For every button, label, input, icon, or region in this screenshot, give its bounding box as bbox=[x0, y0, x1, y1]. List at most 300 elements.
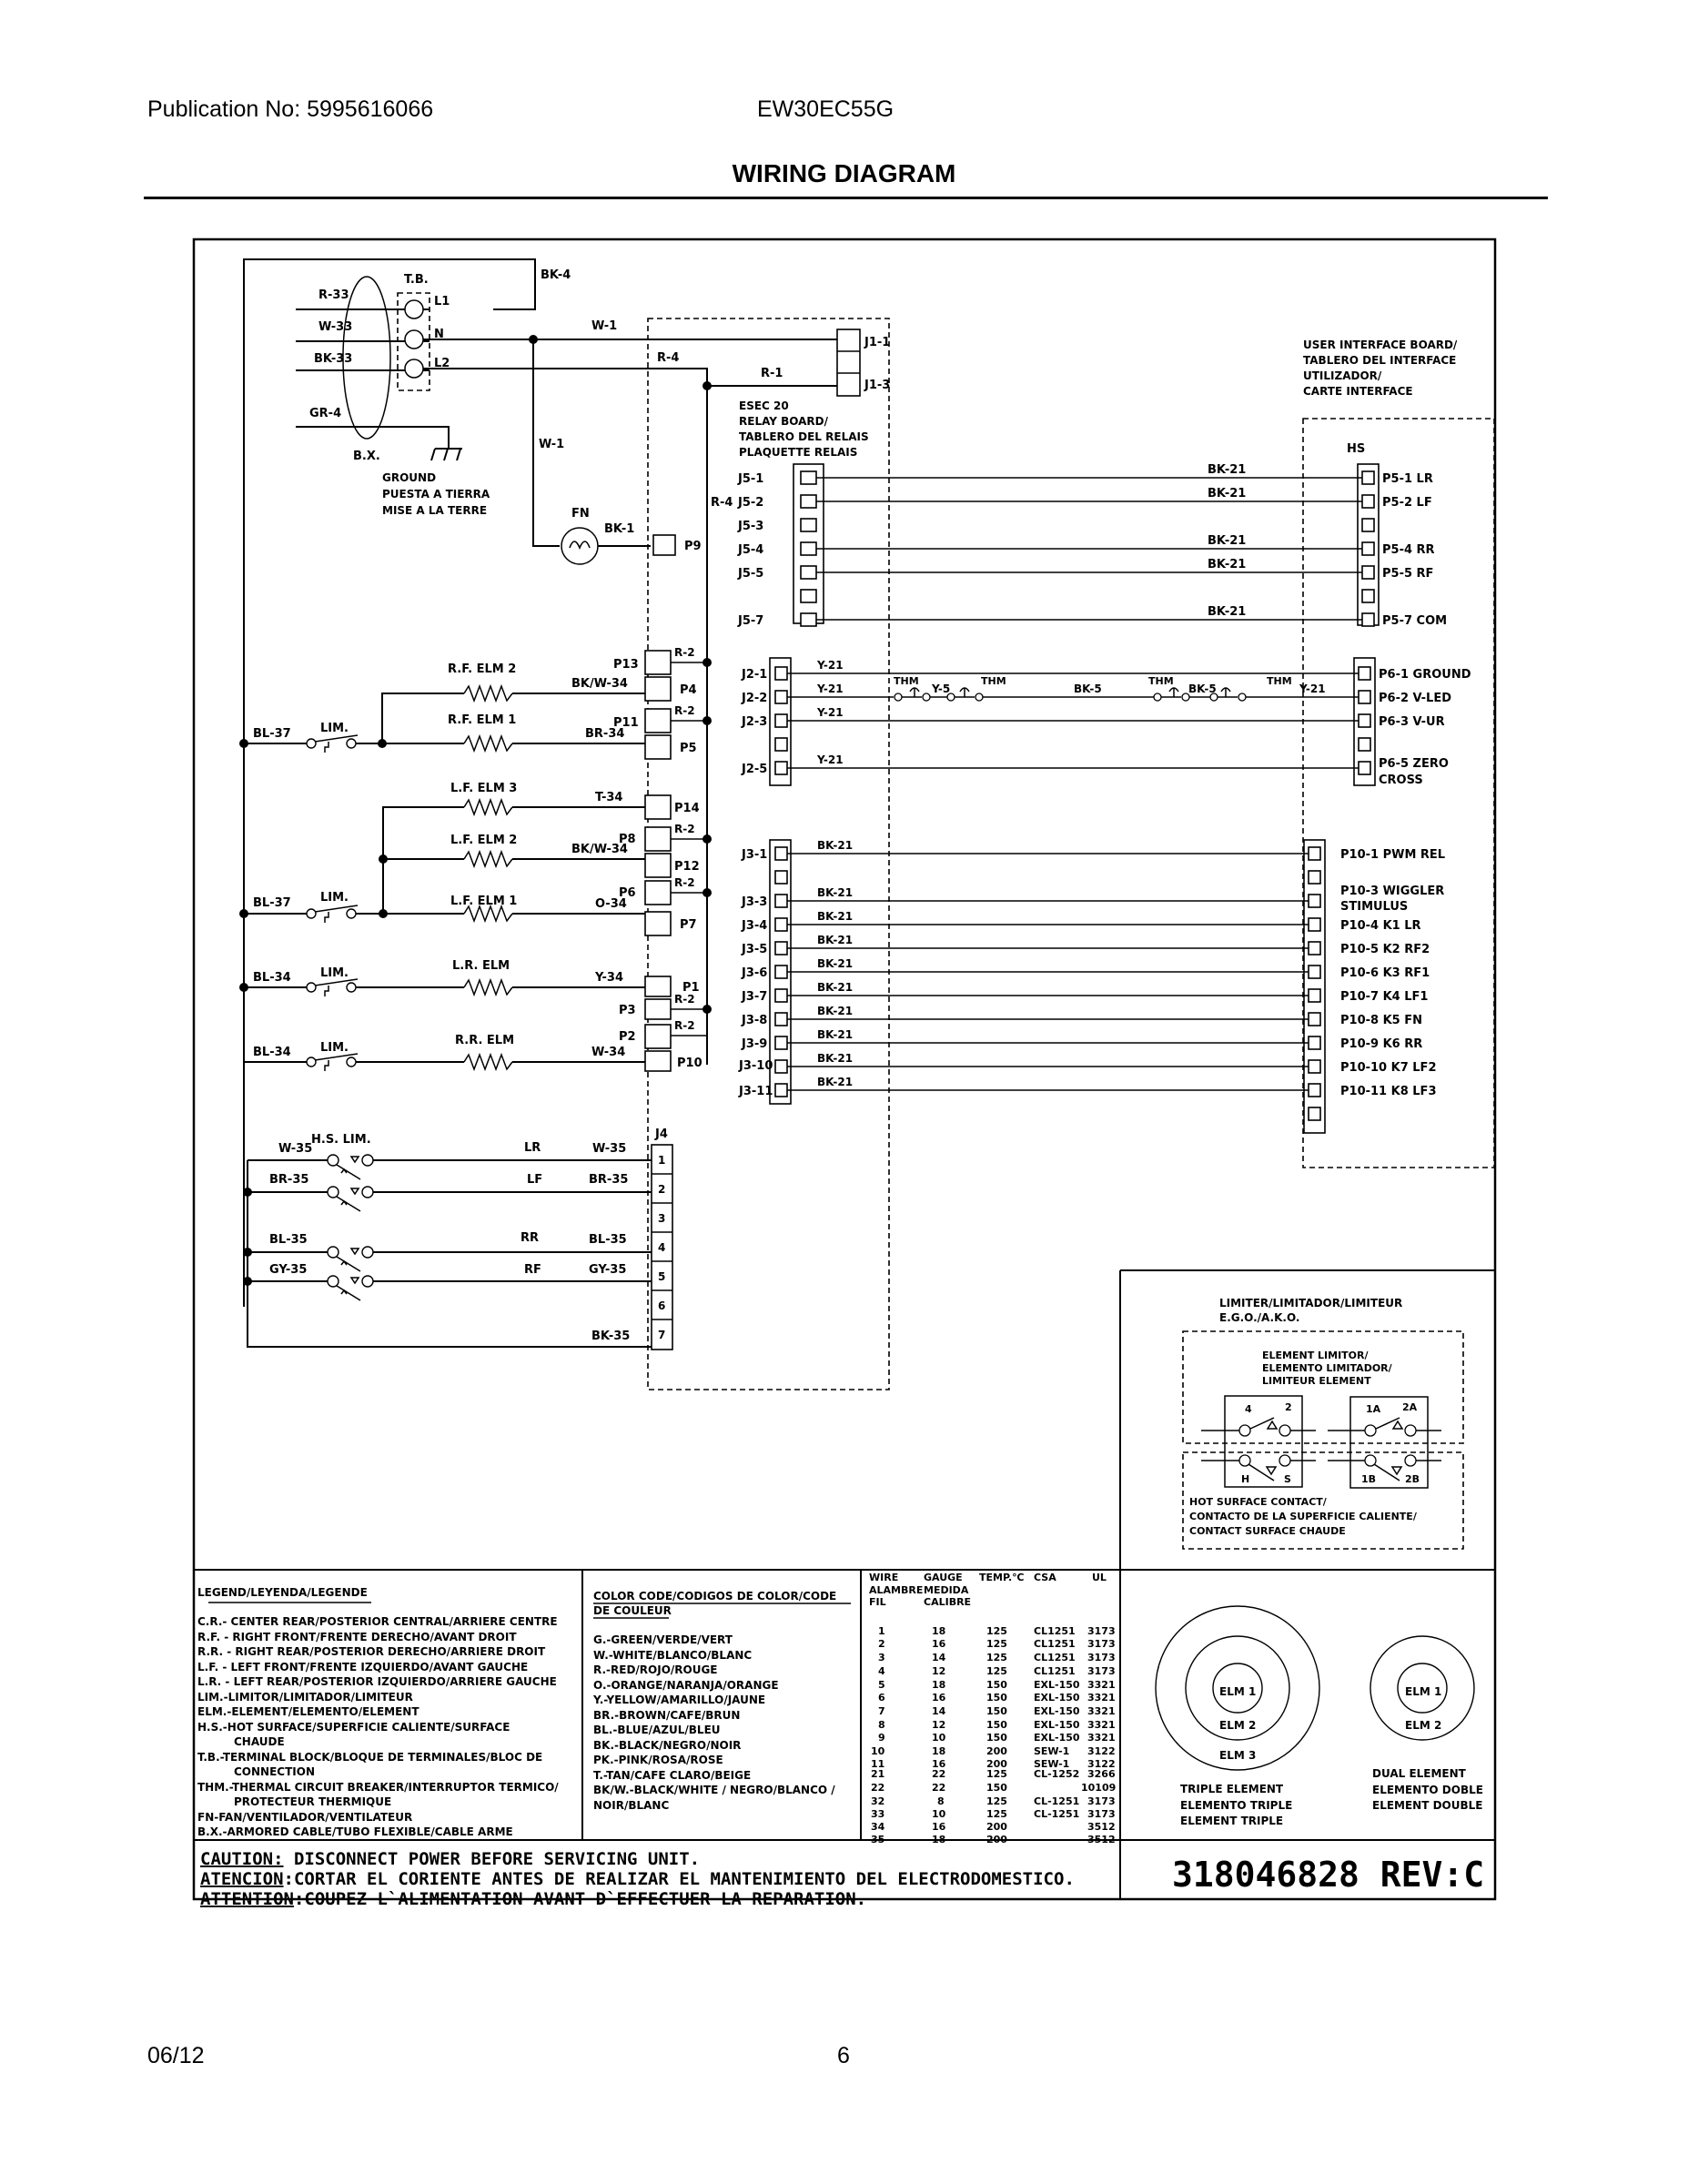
plug-label-p3: P3 bbox=[619, 1004, 636, 1017]
svg-text:CALIBRE: CALIBRE bbox=[924, 1596, 972, 1608]
svg-text:CONTACT SURFACE CHAUDE: CONTACT SURFACE CHAUDE bbox=[1189, 1525, 1346, 1537]
svg-text:R.-RED/ROJO/ROUGE: R.-RED/ROJO/ROUGE bbox=[593, 1663, 718, 1676]
svg-text:35: 35 bbox=[871, 1834, 885, 1845]
svg-text:G.-GREEN/VERDE/VERT: G.-GREEN/VERDE/VERT bbox=[593, 1633, 733, 1646]
relay-board-name-1: ESEC 20 bbox=[739, 399, 789, 412]
svg-text:16: 16 bbox=[932, 1821, 946, 1833]
svg-text:150: 150 bbox=[986, 1679, 1007, 1691]
svg-text:8: 8 bbox=[937, 1795, 945, 1807]
limiter-switch-lr-icon bbox=[307, 979, 358, 996]
element-label-rf1: R.F. ELM 1 bbox=[448, 713, 517, 727]
j3-9-label: J3-9 bbox=[742, 1037, 768, 1051]
svg-text:C.R.- CENTER REAR/POSTERIOR CE: C.R.- CENTER REAR/POSTERIOR CENTRAL/ARRIERE CENTRE bbox=[197, 1615, 558, 1628]
svg-text:W.-WHITE/BLANCO/BLANC: W.-WHITE/BLANCO/BLANC bbox=[593, 1649, 753, 1662]
j5-4-label: J5-4 bbox=[738, 543, 764, 557]
j3-6-label: J3-6 bbox=[742, 966, 768, 980]
svg-text:R-2: R-2 bbox=[674, 993, 695, 1006]
connector-j1 bbox=[837, 329, 860, 396]
svg-text:HOT SURFACE CONTACT/: HOT SURFACE CONTACT/ bbox=[1189, 1496, 1327, 1508]
j4-pin-3: 3 bbox=[658, 1212, 666, 1225]
j2-5-label: J2-5 bbox=[742, 763, 768, 776]
svg-text:125: 125 bbox=[986, 1808, 1007, 1820]
svg-text:3173: 3173 bbox=[1087, 1665, 1116, 1677]
footer-date: 06/12 bbox=[147, 2043, 205, 2068]
svg-text:1: 1 bbox=[878, 1625, 885, 1637]
terminal-label-l1: L1 bbox=[434, 295, 450, 308]
svg-text:18: 18 bbox=[932, 1834, 946, 1845]
svg-text:9: 9 bbox=[878, 1732, 885, 1744]
svg-text:4: 4 bbox=[878, 1665, 885, 1677]
plug-p9 bbox=[653, 535, 675, 555]
wire-table-col-csa bbox=[1034, 1625, 1080, 1820]
p5-1-label: P5-1 LR bbox=[1382, 472, 1433, 486]
svg-text:CL1251: CL1251 bbox=[1034, 1638, 1076, 1650]
svg-text:150: 150 bbox=[986, 1719, 1007, 1731]
svg-text:DE COULEUR: DE COULEUR bbox=[593, 1604, 672, 1617]
svg-text:3512: 3512 bbox=[1087, 1821, 1116, 1833]
plug-label-p4: P4 bbox=[680, 683, 697, 697]
svg-text:125: 125 bbox=[986, 1768, 1007, 1780]
svg-text:CL-1251: CL-1251 bbox=[1034, 1808, 1080, 1820]
wire-label-r4: R-4 bbox=[657, 351, 680, 365]
p10-5-label: P10-5 K2 RF2 bbox=[1340, 943, 1430, 956]
svg-text:3122: 3122 bbox=[1087, 1758, 1116, 1770]
svg-text:T-34: T-34 bbox=[595, 791, 623, 804]
j3-p10-wires bbox=[787, 839, 1309, 1090]
heating-element-rf1-icon bbox=[464, 736, 512, 751]
wire-table-col-temp bbox=[986, 1625, 1007, 1845]
svg-text:W-35: W-35 bbox=[592, 1142, 627, 1156]
plug-label-p14: P14 bbox=[674, 802, 700, 815]
svg-text:1A: 1A bbox=[1366, 1403, 1381, 1415]
heating-element-lf3-icon bbox=[464, 800, 512, 814]
heating-element-rr-icon bbox=[464, 1055, 512, 1069]
svg-text:TRIPLE ELEMENT: TRIPLE ELEMENT bbox=[1180, 1783, 1284, 1795]
hs-lim-label: H.S. LIM. bbox=[311, 1133, 371, 1147]
plug-label-p5: P5 bbox=[680, 742, 697, 755]
relay-board-name-2: RELAY BOARD/ bbox=[739, 415, 828, 428]
heating-element-lr-icon bbox=[464, 980, 512, 995]
svg-text:TEMP.℃: TEMP.℃ bbox=[979, 1572, 1025, 1583]
svg-text:16: 16 bbox=[932, 1692, 946, 1704]
heating-element-rf2-icon bbox=[464, 686, 512, 701]
wire-label-gr4: GR-4 bbox=[309, 407, 342, 420]
svg-text:150: 150 bbox=[986, 1732, 1007, 1744]
svg-text:2A: 2A bbox=[1402, 1401, 1418, 1413]
legend bbox=[197, 1586, 559, 1838]
svg-text:10: 10 bbox=[932, 1808, 946, 1820]
svg-text:EXL-150: EXL-150 bbox=[1034, 1732, 1080, 1744]
svg-text:R-2: R-2 bbox=[674, 1019, 695, 1032]
j2-3-label: J2-3 bbox=[742, 715, 768, 729]
svg-text:GAUGE: GAUGE bbox=[924, 1572, 963, 1583]
p5-5-label: P5-5 RF bbox=[1382, 567, 1434, 581]
hs-switch-lf-icon bbox=[328, 1187, 373, 1211]
wire-label-r1: R-1 bbox=[761, 367, 783, 380]
j3-3-label: J3-3 bbox=[742, 895, 768, 909]
svg-text:R-2: R-2 bbox=[674, 646, 695, 659]
wire-label-w1: W-1 bbox=[591, 319, 618, 333]
ui-board-name-3: UTILIZADOR/ bbox=[1303, 369, 1382, 382]
svg-text:R.F. - RIGHT FRONT/FRENTE DERE: R.F. - RIGHT FRONT/FRENTE DERECHO/AVANT DROIT bbox=[197, 1631, 517, 1643]
svg-text:MEDIDA: MEDIDA bbox=[924, 1584, 969, 1596]
svg-text:BR.-BROWN/CAFE/BRUN: BR.-BROWN/CAFE/BRUN bbox=[593, 1709, 741, 1722]
svg-text:22: 22 bbox=[871, 1782, 885, 1794]
svg-text:CL-1251: CL-1251 bbox=[1034, 1795, 1080, 1807]
plug-label-p12: P12 bbox=[674, 860, 700, 874]
svg-text:SEW-1: SEW-1 bbox=[1034, 1758, 1070, 1770]
svg-text:Y-5: Y-5 bbox=[932, 682, 951, 695]
plug-label-p8: P8 bbox=[619, 833, 636, 846]
ground-label-en: GROUND bbox=[382, 471, 437, 484]
relay-board-name-4: PLAQUETTE RELAIS bbox=[739, 446, 858, 459]
bx-label: B.X. bbox=[353, 450, 380, 463]
ui-board bbox=[1304, 442, 1471, 1133]
svg-text:BK-5: BK-5 bbox=[1188, 682, 1217, 695]
element-label-lf2: L.F. ELM 2 bbox=[450, 834, 518, 847]
j3-1-label: J3-1 bbox=[742, 848, 768, 862]
wire-label-w33: W-33 bbox=[318, 320, 353, 334]
svg-text:3173: 3173 bbox=[1087, 1625, 1116, 1637]
wire-table-col-gauge bbox=[932, 1625, 946, 1845]
p5-pins bbox=[1362, 471, 1374, 626]
svg-text:NOIR/BLANC: NOIR/BLANC bbox=[593, 1799, 670, 1812]
svg-text:BK-21: BK-21 bbox=[817, 839, 854, 852]
svg-text:5: 5 bbox=[878, 1679, 885, 1691]
svg-text:BK/W-34: BK/W-34 bbox=[571, 843, 628, 856]
svg-text:GY-35: GY-35 bbox=[589, 1263, 627, 1277]
j3-5-label: J3-5 bbox=[742, 943, 768, 956]
svg-text:PK.-PINK/ROSA/ROSE: PK.-PINK/ROSA/ROSE bbox=[593, 1754, 723, 1766]
svg-text:R-2: R-2 bbox=[674, 876, 695, 889]
p6-5-label: P6-5 ZERO bbox=[1379, 757, 1449, 771]
caution-line-en: CAUTION: DISCONNECT POWER BEFORE SERVICING UNIT. bbox=[200, 1849, 701, 1869]
svg-text:33: 33 bbox=[871, 1808, 885, 1820]
svg-text:RF: RF bbox=[524, 1263, 541, 1277]
svg-text:ALAMBRE: ALAMBRE bbox=[869, 1584, 924, 1596]
svg-text:200: 200 bbox=[986, 1758, 1007, 1770]
svg-text:ELM 2: ELM 2 bbox=[1219, 1719, 1257, 1732]
svg-text:ELM 2: ELM 2 bbox=[1405, 1719, 1442, 1732]
svg-text:6: 6 bbox=[878, 1692, 885, 1704]
svg-text:ELEMENT DOUBLE: ELEMENT DOUBLE bbox=[1372, 1799, 1483, 1812]
legend-title: LEGEND/LEYENDA/LEGENDE bbox=[197, 1586, 368, 1599]
svg-text:14: 14 bbox=[932, 1652, 946, 1663]
j1-3-label: J1-3 bbox=[864, 379, 891, 392]
j4-pin-2: 2 bbox=[658, 1183, 666, 1196]
svg-text:ELM 3: ELM 3 bbox=[1219, 1749, 1257, 1762]
svg-text:BL-35: BL-35 bbox=[269, 1233, 308, 1247]
svg-text:125: 125 bbox=[986, 1795, 1007, 1807]
svg-text:BK-21: BK-21 bbox=[817, 934, 854, 946]
svg-text:THM.-THERMAL CIRCUIT BREAKER/I: THM.-THERMAL CIRCUIT BREAKER/INTERRUPTOR TERMICO/ bbox=[197, 1781, 559, 1794]
p10-7-label: P10-7 K4 LF1 bbox=[1340, 990, 1429, 1004]
svg-text:3173: 3173 bbox=[1087, 1808, 1116, 1820]
j4-pin-4: 4 bbox=[658, 1241, 666, 1254]
svg-text:3173: 3173 bbox=[1087, 1638, 1116, 1650]
svg-text:BK-21: BK-21 bbox=[817, 910, 854, 923]
svg-text:BR-35: BR-35 bbox=[269, 1173, 309, 1187]
wire-table-col-ul bbox=[1081, 1625, 1116, 1845]
plug-label-p2: P2 bbox=[619, 1030, 636, 1044]
svg-text:BK-21: BK-21 bbox=[1208, 558, 1247, 571]
svg-text:3: 3 bbox=[878, 1652, 885, 1663]
hs-switch-lr-icon bbox=[328, 1155, 373, 1179]
svg-text:BL-34: BL-34 bbox=[253, 1046, 291, 1059]
r2-links bbox=[671, 646, 712, 1036]
j5-3-label: J5-3 bbox=[738, 520, 764, 533]
plug-label-p1: P1 bbox=[682, 981, 700, 995]
svg-text:32: 32 bbox=[871, 1795, 885, 1807]
heating-element-lf2-icon bbox=[464, 852, 512, 866]
svg-text:O.-ORANGE/NARANJA/ORANGE: O.-ORANGE/NARANJA/ORANGE bbox=[593, 1679, 779, 1692]
svg-text:BR-34: BR-34 bbox=[585, 727, 625, 741]
svg-text:THM: THM bbox=[981, 675, 1006, 687]
svg-text:PROTECTEUR THERMIQUE: PROTECTEUR THERMIQUE bbox=[234, 1795, 392, 1808]
svg-text:ELEMENT TRIPLE: ELEMENT TRIPLE bbox=[1180, 1815, 1284, 1827]
svg-text:BK-21: BK-21 bbox=[817, 1052, 854, 1065]
svg-text:18: 18 bbox=[932, 1745, 946, 1757]
j5-pins bbox=[801, 471, 816, 626]
hs-label: HS bbox=[1347, 442, 1366, 456]
p10-9-label: P10-9 K6 RR bbox=[1340, 1037, 1423, 1051]
svg-text:Y-34: Y-34 bbox=[595, 971, 623, 985]
svg-text:LIM.: LIM. bbox=[320, 966, 349, 980]
svg-text:BK/W-34: BK/W-34 bbox=[571, 677, 628, 691]
j5-p5-wires bbox=[816, 463, 1362, 620]
svg-text:O-34: O-34 bbox=[595, 897, 627, 911]
limiter-switch-rf-icon bbox=[307, 735, 358, 753]
svg-text:150: 150 bbox=[986, 1782, 1007, 1794]
p10-4-label: P10-4 K1 LR bbox=[1340, 919, 1421, 933]
plug-label-p6: P6 bbox=[619, 886, 636, 900]
svg-text:BK-5: BK-5 bbox=[1074, 682, 1102, 695]
svg-text:E.G.O./A.K.O.: E.G.O./A.K.O. bbox=[1219, 1311, 1300, 1324]
svg-text:21: 21 bbox=[871, 1768, 885, 1780]
svg-text:FIL: FIL bbox=[869, 1596, 886, 1608]
svg-text:10: 10 bbox=[932, 1732, 946, 1744]
ui-board-name-4: CARTE INTERFACE bbox=[1303, 385, 1413, 398]
svg-text:3321: 3321 bbox=[1087, 1732, 1116, 1744]
svg-text:LIMITER/LIMITADOR/LIMITEUR: LIMITER/LIMITADOR/LIMITEUR bbox=[1219, 1297, 1403, 1309]
svg-text:150: 150 bbox=[986, 1705, 1007, 1717]
j3-11-label: J3-11 bbox=[739, 1085, 773, 1098]
j5-7-label: J5-7 bbox=[738, 614, 764, 628]
caution-line-es: ATENCION:CORTAR EL CORIENTE ANTES DE REALIZAR EL MANTENIMIENTO DEL ELECTRODOMESTICO. bbox=[200, 1869, 1075, 1889]
svg-text:16: 16 bbox=[932, 1638, 946, 1650]
svg-text:125: 125 bbox=[986, 1652, 1007, 1663]
j4-pin-5: 5 bbox=[658, 1270, 666, 1283]
wire-label-w1-side: W-1 bbox=[539, 438, 565, 451]
svg-text:BK-21: BK-21 bbox=[1208, 605, 1247, 619]
fan-label: FN bbox=[571, 507, 590, 521]
p10-6-label: P10-6 K3 RF1 bbox=[1340, 966, 1430, 980]
p5-4-label: P5-4 RR bbox=[1382, 543, 1435, 557]
p10-3-label: P10-3 WIGGLER bbox=[1340, 885, 1445, 898]
element-label-lf3: L.F. ELM 3 bbox=[450, 782, 518, 795]
svg-text:LIM.: LIM. bbox=[320, 1041, 349, 1055]
svg-text:3173: 3173 bbox=[1087, 1652, 1116, 1663]
ui-board-name-1: USER INTERFACE BOARD/ bbox=[1303, 339, 1458, 351]
svg-text:7: 7 bbox=[878, 1705, 885, 1717]
svg-text:200: 200 bbox=[986, 1834, 1007, 1845]
svg-text:14: 14 bbox=[932, 1705, 946, 1717]
svg-text:18: 18 bbox=[932, 1625, 946, 1637]
svg-text:2: 2 bbox=[1285, 1401, 1292, 1413]
svg-text:11: 11 bbox=[871, 1758, 885, 1770]
terminal-label-n: N bbox=[434, 328, 444, 341]
svg-text:B.X.-ARMORED CABLE/TUBO FLEXIB: B.X.-ARMORED CABLE/TUBO FLEXIBLE/CABLE ARME bbox=[197, 1825, 513, 1838]
svg-text:CL1251: CL1251 bbox=[1034, 1652, 1076, 1663]
svg-text:3321: 3321 bbox=[1087, 1679, 1116, 1691]
p10-11-label: P10-11 K8 LF3 bbox=[1340, 1085, 1437, 1098]
j2-2-label: J2-2 bbox=[742, 692, 768, 705]
svg-text:R.R. - RIGHT REAR/POSTERIOR DE: R.R. - RIGHT REAR/POSTERIOR DERECHO/ARRIERE DROIT bbox=[197, 1645, 546, 1658]
svg-text:UL: UL bbox=[1092, 1572, 1107, 1583]
svg-text:W-34: W-34 bbox=[591, 1046, 626, 1059]
j5-r4-label: R-4 bbox=[711, 496, 733, 510]
svg-text:CSA: CSA bbox=[1034, 1572, 1056, 1583]
svg-text:BK-21: BK-21 bbox=[817, 1076, 854, 1088]
j3-4-label: J3-4 bbox=[742, 919, 768, 933]
svg-text:THM: THM bbox=[1267, 675, 1292, 687]
svg-text:H.S.-HOT SURFACE/SUPERFICIE CA: H.S.-HOT SURFACE/SUPERFICIE CALIENTE/SURFACE bbox=[197, 1721, 510, 1734]
svg-text:ELM 1: ELM 1 bbox=[1405, 1685, 1442, 1698]
svg-text:34: 34 bbox=[871, 1821, 885, 1833]
svg-text:4: 4 bbox=[1245, 1403, 1252, 1415]
element-label-lr: L.R. ELM bbox=[452, 959, 510, 973]
p6-1-label: P6-1 GROUND bbox=[1379, 668, 1471, 682]
svg-text:ELM.-ELEMENT/ELEMENTO/ELEMENT: ELM.-ELEMENT/ELEMENTO/ELEMENT bbox=[197, 1705, 419, 1718]
svg-text:EXL-150: EXL-150 bbox=[1034, 1719, 1080, 1731]
svg-text:BL.-BLUE/AZUL/BLEU: BL.-BLUE/AZUL/BLEU bbox=[593, 1724, 721, 1736]
svg-text:BK-21: BK-21 bbox=[1208, 534, 1247, 548]
svg-text:CL-1252: CL-1252 bbox=[1034, 1768, 1080, 1780]
svg-text:200: 200 bbox=[986, 1821, 1007, 1833]
svg-text:22: 22 bbox=[932, 1768, 946, 1780]
ground-label-fr: MISE A LA TERRE bbox=[382, 504, 488, 517]
p5-2-label: P5-2 LF bbox=[1382, 496, 1432, 510]
j3-8-label: J3-8 bbox=[742, 1014, 768, 1027]
svg-text:RR: RR bbox=[521, 1231, 540, 1245]
svg-text:BK/W.-BLACK/WHITE / NEGRO/BLAN: BK/W.-BLACK/WHITE / NEGRO/BLANCO / bbox=[593, 1784, 835, 1796]
j4-pin-6: 6 bbox=[658, 1299, 666, 1312]
svg-text:Y-21: Y-21 bbox=[1299, 682, 1326, 695]
wire-label-bk1: BK-1 bbox=[604, 522, 635, 536]
svg-text:SEW-1: SEW-1 bbox=[1034, 1745, 1070, 1757]
svg-text:2B: 2B bbox=[1405, 1473, 1420, 1485]
svg-text:EXL-150: EXL-150 bbox=[1034, 1692, 1080, 1704]
j3-7-label: J3-7 bbox=[742, 990, 768, 1004]
svg-text:12: 12 bbox=[932, 1665, 946, 1677]
svg-text:L.F. - LEFT FRONT/FRENTE IZQUI: L.F. - LEFT FRONT/FRENTE IZQUIERDO/AVANT GAUCHE bbox=[197, 1661, 529, 1673]
svg-text:S: S bbox=[1284, 1473, 1291, 1485]
plug-label-p7: P7 bbox=[680, 918, 697, 932]
thermal-breaker-3-icon bbox=[1154, 688, 1189, 701]
svg-text:LIM.: LIM. bbox=[320, 891, 349, 905]
svg-text:BK-21: BK-21 bbox=[817, 1028, 854, 1041]
p10-3-label-2: STIMULUS bbox=[1340, 900, 1409, 914]
burner-diagrams bbox=[1156, 1606, 1483, 1827]
svg-text:3122: 3122 bbox=[1087, 1745, 1116, 1757]
svg-text:BK-21: BK-21 bbox=[817, 957, 854, 970]
svg-text:Y-21: Y-21 bbox=[817, 753, 844, 766]
svg-text:LR: LR bbox=[524, 1141, 541, 1155]
p6-3-label: P6-3 V-UR bbox=[1379, 715, 1445, 729]
svg-text:LIMITEUR ELEMENT: LIMITEUR ELEMENT bbox=[1262, 1375, 1371, 1387]
p5-7-label: P5-7 COM bbox=[1382, 614, 1448, 628]
relay-board-name-3: TABLERO DEL RELAIS bbox=[739, 430, 869, 443]
footer-page-number: 6 bbox=[837, 2043, 850, 2068]
svg-text:3321: 3321 bbox=[1087, 1719, 1116, 1731]
p6-5-label-2: CROSS bbox=[1379, 774, 1423, 787]
svg-text:Y-21: Y-21 bbox=[817, 659, 844, 672]
p10-1-label: P10-1 PWM REL bbox=[1340, 848, 1446, 862]
svg-text:LF: LF bbox=[527, 1173, 543, 1187]
svg-text:ELEMENTO LIMITADOR/: ELEMENTO LIMITADOR/ bbox=[1262, 1362, 1392, 1374]
svg-text:W-35: W-35 bbox=[278, 1142, 313, 1156]
svg-text:R-2: R-2 bbox=[674, 823, 695, 835]
fan-motor-icon bbox=[561, 528, 598, 564]
svg-text:Y.-YELLOW/AMARILLO/JAUNE: Y.-YELLOW/AMARILLO/JAUNE bbox=[593, 1694, 766, 1706]
svg-text:L.R. - LEFT REAR/POSTERIOR IZQ: L.R. - LEFT REAR/POSTERIOR IZQUIERDO/ARRIERE GAUCHE bbox=[197, 1675, 557, 1688]
ground-label-es: PUESTA A TIERRA bbox=[382, 488, 490, 500]
j2-1-label: J2-1 bbox=[742, 668, 768, 682]
svg-text:18: 18 bbox=[932, 1679, 946, 1691]
svg-text:CONNECTION: CONNECTION bbox=[234, 1765, 315, 1778]
svg-text:R-2: R-2 bbox=[674, 704, 695, 717]
element-circuits bbox=[239, 259, 712, 1071]
svg-text:BK-21: BK-21 bbox=[1208, 463, 1247, 477]
svg-text:THM: THM bbox=[894, 675, 919, 687]
wire-table-col-wire bbox=[871, 1625, 885, 1845]
color-code bbox=[592, 1590, 851, 1812]
caution-line-fr: ATTENTION:COUPEZ L`ALIMENTATION AVANT D`EFFECTUER LA REPARATION. bbox=[200, 1889, 867, 1909]
svg-text:ELEMENT LIMITOR/: ELEMENT LIMITOR/ bbox=[1262, 1350, 1369, 1361]
svg-text:GY-35: GY-35 bbox=[269, 1263, 308, 1277]
svg-text:Y-21: Y-21 bbox=[817, 706, 844, 719]
svg-text:22: 22 bbox=[932, 1782, 946, 1794]
part-number: 318046828 REV:C bbox=[1172, 1855, 1485, 1895]
svg-text:T.-TAN/CAFE CLARO/BEIGE: T.-TAN/CAFE CLARO/BEIGE bbox=[593, 1769, 752, 1782]
svg-text:CONTACTO DE LA SUPERFICIE CALI: CONTACTO DE LA SUPERFICIE CALIENTE/ bbox=[1189, 1511, 1417, 1522]
svg-text:COLOR CODE/CODIGOS DE COLOR/CO: COLOR CODE/CODIGOS DE COLOR/CODE bbox=[593, 1590, 837, 1603]
svg-text:CL1251: CL1251 bbox=[1034, 1665, 1076, 1677]
svg-text:125: 125 bbox=[986, 1665, 1007, 1677]
svg-text:EXL-150: EXL-150 bbox=[1034, 1679, 1080, 1691]
svg-text:10: 10 bbox=[871, 1745, 885, 1757]
wire-label-bk4: BK-4 bbox=[541, 268, 571, 282]
svg-text:Y-21: Y-21 bbox=[817, 682, 844, 695]
svg-text:LIM.-LIMITOR/LIMITADOR/LIMITEU: LIM.-LIMITOR/LIMITADOR/LIMITEUR bbox=[197, 1691, 413, 1704]
plug-label-p9: P9 bbox=[684, 540, 702, 553]
svg-text:BL-37: BL-37 bbox=[253, 896, 291, 910]
svg-text:16: 16 bbox=[932, 1758, 946, 1770]
svg-text:CHAUDE: CHAUDE bbox=[234, 1735, 285, 1748]
svg-text:3266: 3266 bbox=[1087, 1768, 1116, 1780]
svg-text:BK.-BLACK/NEGRO/NOIR: BK.-BLACK/NEGRO/NOIR bbox=[593, 1739, 742, 1752]
limiter-switch-rr-icon bbox=[307, 1054, 358, 1071]
hot-surface-circuits bbox=[243, 1133, 652, 1347]
model-number: EW30EC55G bbox=[757, 96, 895, 122]
svg-text:ELEMENTO TRIPLE: ELEMENTO TRIPLE bbox=[1180, 1799, 1293, 1812]
j3-10-label: J3-10 bbox=[739, 1059, 773, 1073]
svg-text:BK-21: BK-21 bbox=[817, 1005, 854, 1017]
svg-text:T.B.-TERMINAL BLOCK/BLOQUE DE: T.B.-TERMINAL BLOCK/BLOQUE DE TERMINALES/BLOC DE bbox=[197, 1751, 543, 1764]
svg-text:200: 200 bbox=[986, 1745, 1007, 1757]
wire-label-bk33: BK-33 bbox=[314, 352, 353, 366]
svg-text:8: 8 bbox=[878, 1719, 885, 1731]
